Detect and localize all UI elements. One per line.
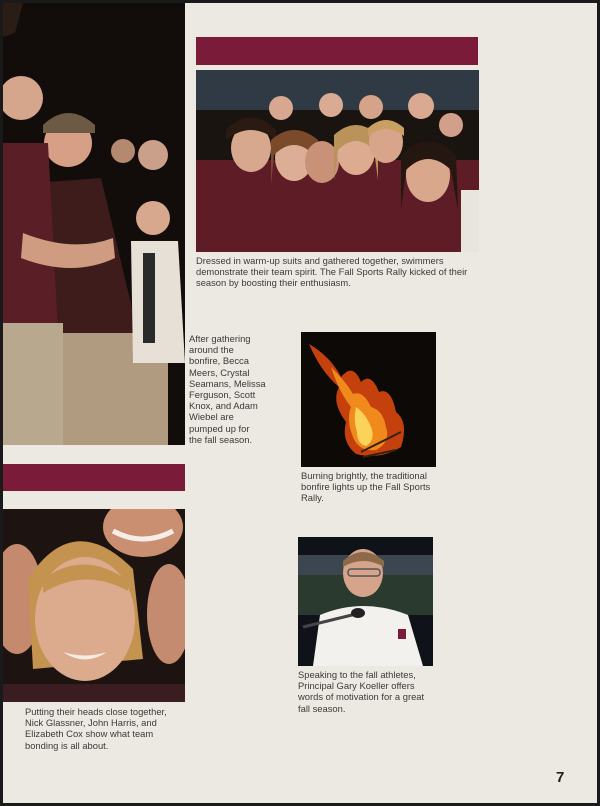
swimmers-photo — [196, 70, 479, 252]
bonfire-photo — [301, 332, 436, 467]
heads-together-caption: Putting their heads close together, Nick Glassner, John Harris, and Elizabeth Cox show what team bonding is all about. — [25, 706, 167, 751]
bonfire-caption: Burning brightly, the traditional bonfire lights up the Fall Sports Rally. — [301, 470, 431, 504]
header-bar-bottom — [3, 464, 185, 491]
crowd-illustration — [3, 3, 185, 445]
heads-together-photo — [3, 509, 185, 702]
bonfire-illustration — [301, 332, 436, 467]
principal-illustration — [298, 537, 433, 666]
principal-caption: Speaking to the fall athletes, Principal Gary Koeller offers words of motivation for a great fall season. — [298, 669, 425, 714]
swimmers-illustration — [196, 70, 479, 252]
yearbook-page — [3, 3, 597, 803]
header-bar-top — [196, 37, 478, 65]
crowd-photo — [3, 3, 185, 445]
principal-photo — [298, 537, 433, 666]
heads-illustration — [3, 509, 185, 702]
bonfire-group-caption: After gathering around the bonfire, Becca Meers, Crystal Seamans, Melissa Ferguson, Scott Knox, and Adam Wiebel are pumped up for the fall season. — [189, 333, 266, 445]
page-number: 7 — [556, 769, 565, 786]
swimmers-caption: Dressed in warm-up suits and gathered together, swimmers demonstrate their team spirit. The Fall Sports Rally kicked of their season by boosting their enthusiasm. — [196, 255, 468, 289]
